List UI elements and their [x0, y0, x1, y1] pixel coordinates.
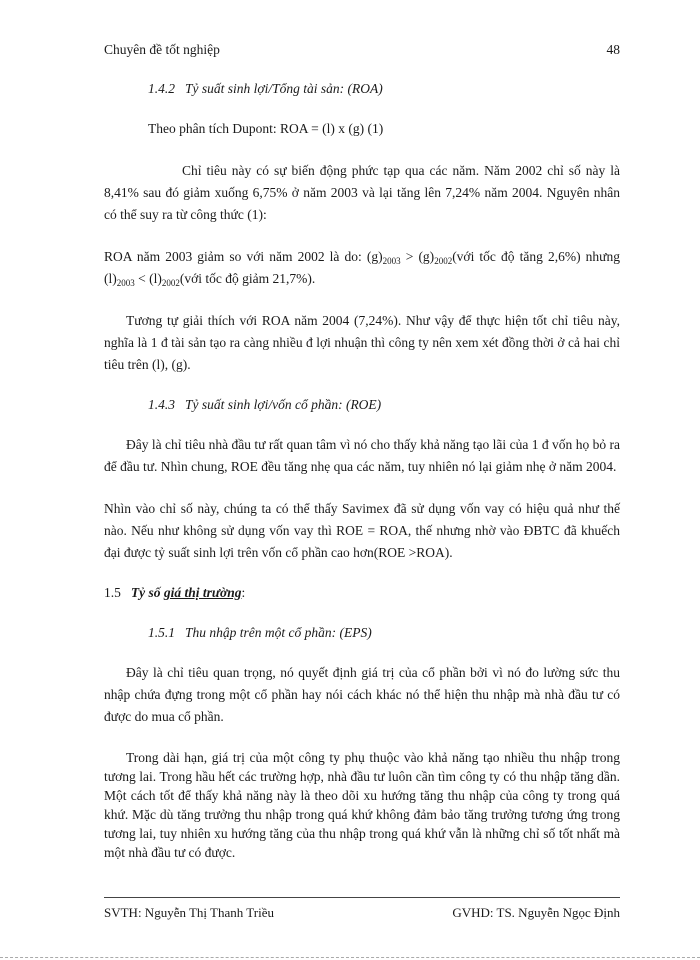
heading-text: Thu nhập trên một cổ phần: (EPS): [185, 625, 372, 640]
heading-text: Tỷ số: [130, 585, 164, 600]
paragraph: Chỉ tiêu này có sự biến động phức tạp qua các năm. Năm 2002 chỉ số này là 8,41% sau đó giảm xuống 6,75% ở năm 2003 và lại tăng lên 7,24% năm 2004. Nguyên nhân có thể suy ra từ công thức (1):: [104, 163, 620, 222]
heading-number: 1.5.1: [148, 625, 175, 640]
paragraph: Đây là chỉ tiêu nhà đầu tư rất quan tâm vì nó cho thấy khả năng tạo lãi của 1 đ vốn họ bỏ ra để đầu tư. Nhìn chung, ROE đều tăng nhẹ qua các năm, tuy nhiên nó lại giảm nhẹ ở năm 2004.: [104, 437, 620, 474]
paragraph: Đây là chỉ tiêu quan trọng, nó quyết định giá trị của cổ phần bởi vì nó đo lường sức thu nhập chứa đựng trong một cổ phần hay nói cách khác nó thể hiện thu nhập mà nhà đầu tư có được do mua cổ phần.: [104, 665, 620, 724]
page-body: [104, 78, 620, 862]
heading-1-5: 1.5 Tỷ số giá thị trường:: [104, 585, 246, 600]
footer-student: SVTH: Nguyễn Thị Thanh Triều: [104, 905, 274, 920]
footer-advisor: GVHD: TS. Nguyễn Ngọc Định: [452, 905, 620, 920]
heading-1-5-1: [104, 622, 620, 644]
heading-number: 1.5: [104, 585, 121, 600]
paragraph: Nhìn vào chỉ số này, chúng ta có thể thấy Savimex đã sử dụng vốn vay có hiệu quả như thế nào. Nếu như không sử dụng vốn vay thì ROE = ROA, thế nhưng nhờ vào ĐBTC đã khuếch đại được tỷ suất sinh lợi trên vốn cổ phần cao hơn(ROE >ROA).: [104, 501, 620, 560]
page-break-line: [0, 957, 700, 958]
page-header: [104, 42, 620, 58]
heading-text: Tỷ suất sinh lợi/vốn cổ phần: (ROE): [185, 397, 382, 412]
heading-1-4-3: [104, 394, 620, 416]
heading-text: Tỷ suất sinh lợi/Tổng tài sản: (ROA): [185, 81, 383, 96]
heading-number: 1.4.2: [148, 81, 175, 96]
heading-text-underlined: giá thị trường: [163, 585, 242, 600]
dupont-formula: Theo phân tích Dupont: ROA = (l) x (g) (1): [148, 121, 384, 136]
page-footer: [104, 905, 620, 921]
footer-divider: [104, 897, 620, 898]
page-number: 48: [606, 42, 620, 57]
heading-1-4-2: [104, 78, 620, 100]
paragraph: Trong dài hạn, giá trị của một công ty phụ thuộc vào khả năng tạo nhiều thu nhập trong tương lai. Trong hầu hết các trường hợp, nhà đầu tư luôn cần tìm công ty có thu nhập tăng dần. Một cách tốt để thấy khả năng này là theo dõi xu hướng tăng thu nhập của công ty trong quá khứ. Mặc dù tăng trưởng thu nhập trong quá khứ không đảm bảo tăng trưởng tương ứng trong tương lai, tuy nhiên xu hướng tăng của thu nhập trong quá khứ vẫn là những chỉ số tốt nhất mà một nhà đầu tư có được.: [104, 750, 620, 860]
heading-number: 1.4.3: [148, 397, 175, 412]
header-title: Chuyên đề tốt nghiệp: [104, 42, 220, 57]
paragraph-roa-2003: ROA năm 2003 giảm so với năm 2002 là do: $(g)_{2003}$ > $(g)_{2002}(với$ tốc độ tăng 2,6%) nhưng $(l)_{2003}$ < $(l)_{2002}(với$ tốc độ giảm 21,7%).: [104, 249, 620, 288]
paragraph: Tương tự giải thích với ROA năm 2004 (7,24%). Như vậy để thực hiện tốt chỉ tiêu này, nghĩa là 1 đ tài sản tạo ra càng nhiều đ lợi nhuận thì công ty nên xem xét đồng thời ở cả hai chỉ tiêu trên (l), (g).: [104, 313, 620, 372]
